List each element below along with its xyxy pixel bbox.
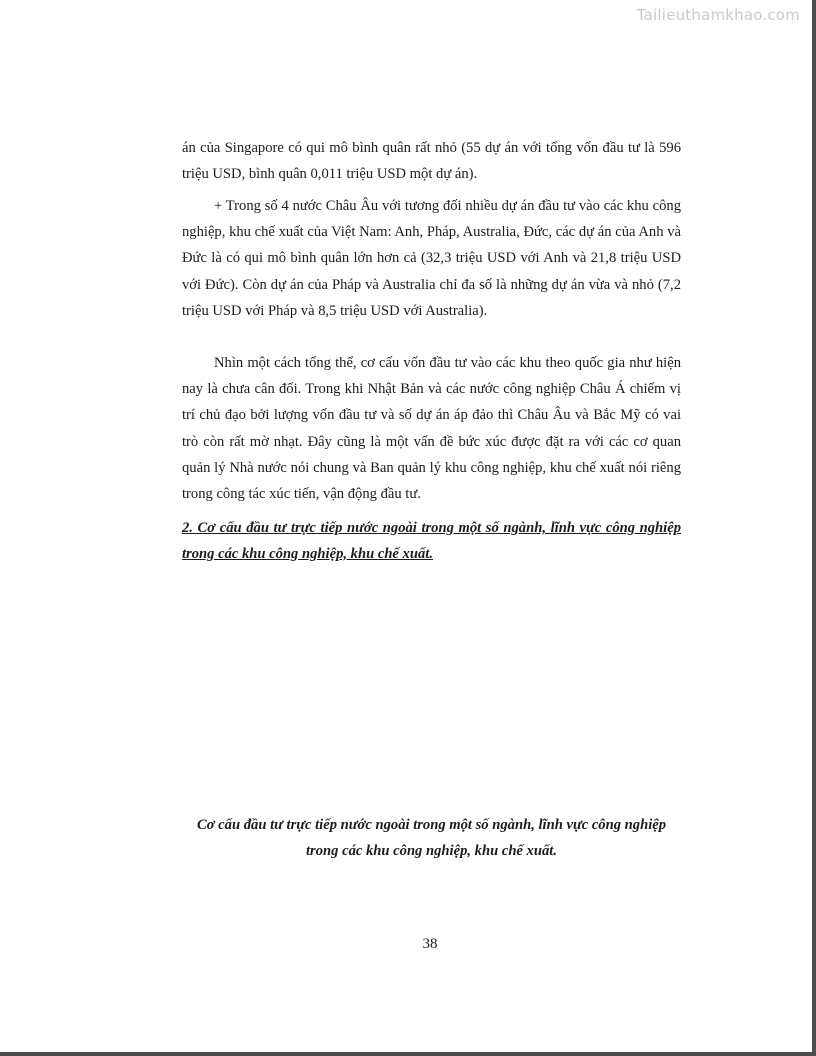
- figure-caption: Cơ cấu đầu tư trực tiếp nước ngoài trong một số ngành, lĩnh vực công nghiệp trong các khu công nghiệp, khu chế xuất.: [196, 817, 667, 859]
- paragraph-europe: + Trong số 4 nước Châu Âu với tương đối nhiều dự án đầu tư vào các khu công nghiệp, khu chế xuất của Việt Nam: Anh, Pháp, Australia, Đức, các dự án của Anh và Đức là có qui mô bình quân lớn hơn cả (32,3 triệu USD với Anh và 21,8 triệu USD với Đức). Còn dự án của Pháp và Australia chỉ đa số là những dự án vừa và nhỏ (7,2 triệu USD với Pháp và 8,5 triệu USD với Australia).: [182, 198, 681, 319]
- paragraph-overview: Nhìn một cách tổng thể, cơ cấu vốn đầu tư vào các khu theo quốc gia như hiện nay là chưa cân đối. Trong khi Nhật Bản và các nước công nghiệp Châu Á chiếm vị trí chủ đạo bởi lượng vốn đầu tư và số dự án áp đảo thì Châu Âu và Bắc Mỹ có vai trò còn rất mờ nhạt. Đây cũng là một vấn đề bức xúc được đặt ra với các cơ quan quản lý Nhà nước nói chung và Ban quản lý khu công nghiệp, khu chế xuất nói riêng trong công tác xúc tiến, vận động đầu tư.: [182, 355, 681, 503]
- paragraph-singapore: án của Singapore có qui mô bình quân rất nhỏ (55 dự án với tổng vốn đầu tư là 596 triệu USD, bình quân 0,011 triệu USD một dự án).: [182, 140, 681, 183]
- page-number: 38: [422, 936, 438, 952]
- watermark: Tailieuthamkhao.com: [636, 6, 800, 24]
- section-heading: 2. Cơ cấu đầu tư trực tiếp nước ngoài trong một số ngành, lĩnh vực công nghiệp trong các khu công nghiệp, khu chế xuất.: [182, 520, 681, 562]
